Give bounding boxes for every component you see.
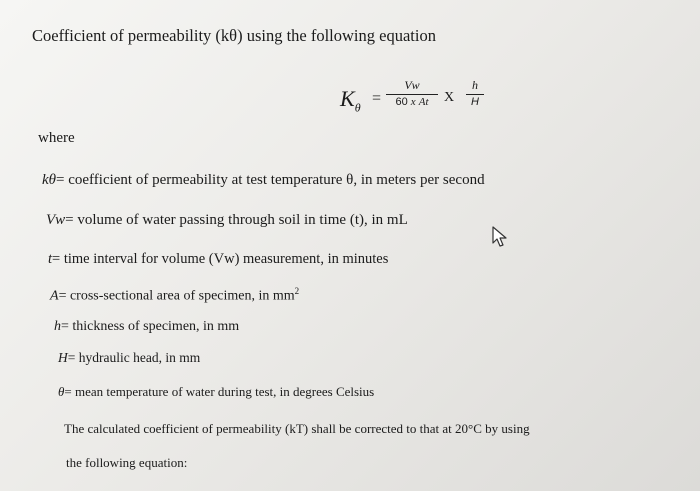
permeability-formula	[340, 78, 500, 128]
definition-a: A= cross-sectional area of specimen, in $mm^2$	[50, 286, 300, 304]
formula-equals: =	[372, 90, 382, 107]
where-label: where	[38, 130, 75, 146]
fraction-denominator: H	[471, 96, 479, 108]
correction-text-line1: The calculated coefficient of permeability (kT) shall be corrected to that at 20°C by using	[64, 421, 530, 436]
formula-times: X	[444, 90, 455, 105]
formula-fraction-head	[466, 78, 484, 108]
definition-vw: Vw= volume of water passing through soil in time (t), in mL	[46, 212, 408, 228]
fraction-denominator: 60 x At	[395, 96, 429, 108]
definition-h-head: H= hydraulic head, in mm	[58, 350, 201, 365]
definition-k-theta: kθ= coefficient of permeability at test temperature θ, in meters per second	[42, 172, 485, 188]
page-title: Coefficient of permeability (kθ) using the following equation	[32, 26, 436, 45]
fraction-numerator: h	[472, 78, 478, 92]
fraction-numerator: Vw	[404, 78, 420, 92]
mouse-pointer-icon	[492, 226, 508, 253]
definition-h-thickness: h= thickness of specimen, in mm	[54, 319, 240, 334]
formula-fraction-volume	[386, 78, 438, 108]
definition-theta: θ= mean temperature of water during test, in degrees Celsius	[58, 384, 375, 399]
formula-lhs: $K_\theta$	[340, 86, 361, 115]
definition-t: t= time interval for volume (Vw) measurement, in minutes	[48, 251, 389, 267]
correction-text-line2: the following equation:	[66, 455, 188, 470]
